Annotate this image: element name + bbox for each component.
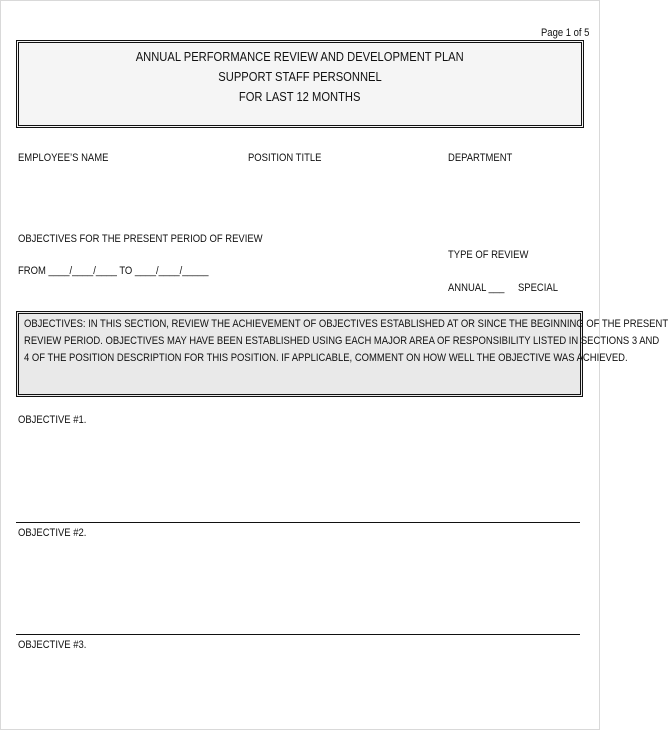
- instructions-text: [24, 316, 668, 367]
- annual-option: ANNUAL ___: [448, 282, 505, 294]
- title-box: [16, 40, 584, 128]
- instructions-line: 4 OF THE POSITION DESCRIPTION FOR THIS POSITION. IF APPLICABLE, COMMENT ON HOW WELL THE OBJECTIVE WAS ACHIEVED.: [24, 352, 628, 364]
- objective-2-divider: [16, 634, 580, 635]
- review-date-range: FROM ____/____/____ TO ____/____/_____: [18, 265, 209, 277]
- position-title-label: POSITION TITLE: [248, 152, 322, 164]
- objective-3-label: OBJECTIVE #3.: [18, 639, 87, 651]
- instructions-line: REVIEW PERIOD. OBJECTIVES MAY HAVE BEEN ESTABLISHED USING EACH MAJOR AREA OF RESPONSIBILITY LISTED IN SECTIONS 3 AND: [24, 335, 660, 347]
- instructions-line: OBJECTIVES: IN THIS SECTION, REVIEW THE ACHIEVEMENT OF OBJECTIVES ESTABLISHED AT OR SINCE THE BEGINNING OF THE PRESENT: [24, 318, 668, 330]
- department-label: DEPARTMENT: [448, 152, 513, 164]
- objective-2-label: OBJECTIVE #2.: [18, 527, 87, 539]
- objective-1-divider: [16, 522, 580, 523]
- type-of-review-label: TYPE OF REVIEW: [448, 249, 529, 261]
- employee-name-label: EMPLOYEE’S NAME: [18, 152, 109, 164]
- form-period: FOR LAST 12 MONTHS: [239, 89, 361, 104]
- instructions-box: [16, 311, 668, 397]
- objectives-period-label: OBJECTIVES FOR THE PRESENT PERIOD OF REVIEW: [18, 233, 263, 245]
- form-subtitle: SUPPORT STAFF PERSONNEL: [218, 69, 382, 84]
- form-title: ANNUAL PERFORMANCE REVIEW AND DEVELOPMENT PLAN: [135, 49, 465, 64]
- objective-1-label: OBJECTIVE #1.: [18, 414, 87, 426]
- special-option: SPECIAL: [518, 282, 558, 294]
- page-number: Page 1 of 5: [541, 27, 590, 39]
